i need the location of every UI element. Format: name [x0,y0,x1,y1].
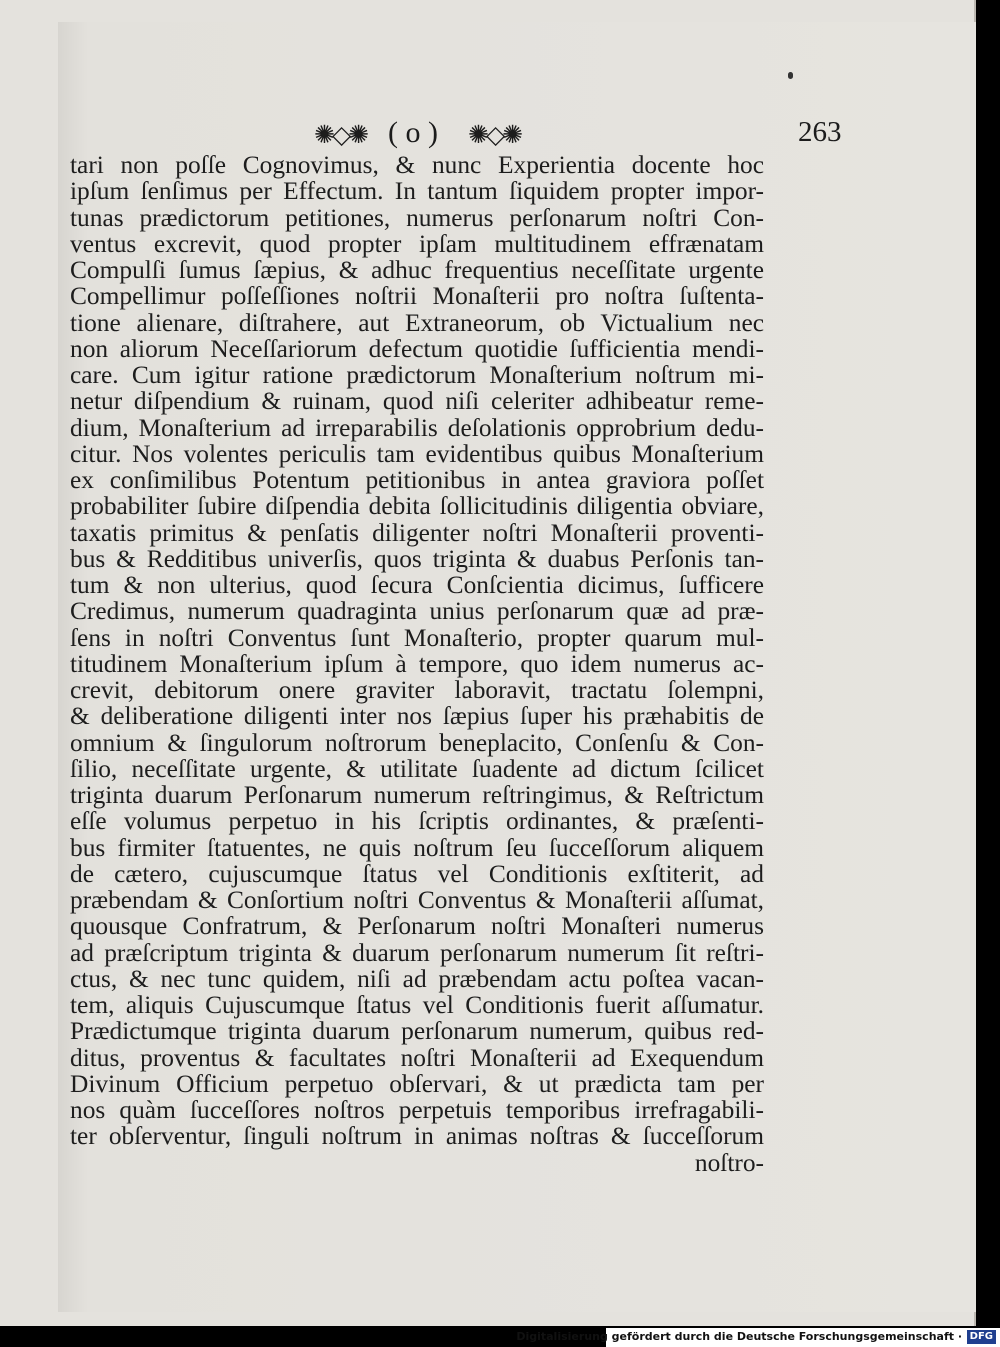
text-line: ventus excrevit, quod propter ipſam multitudinem effrænatam [70,229,764,258]
left-ornament: ✺◇✺ [314,120,367,149]
text-line: citur. Nos volentes periculis tam evidentibus quibus Monaſterium [70,439,764,468]
body-text [70,152,764,1176]
text-line: quousque Confratrum, & Perſonarum noſtri Monaſteri numerus [70,912,764,941]
text-line: dium, Monaſterium ad irreparabilis deſolationis opprobrium dedu- [70,413,764,442]
text-line: Compulſi ſumus ſæpius, & adhuc frequentius neceſſitate urgente [70,256,764,284]
text-line: ditus, proventus & facultates noſtri Monaſterii ad Exequendum [70,1043,764,1072]
text-line: ter obſerventur, ſinguli noſtrum in animas noſtras & ſucceſſorum [70,1122,764,1151]
text-line: eſſe volumus perpetuo in his ſcriptis ordinantes, & præſenti- [70,807,764,836]
digitization-footer [516,1328,1000,1347]
text-line: ctus, & nec tunc quidem, niſi ad præbendam actu poſtea vacan- [70,964,764,993]
text-line: noſtro- [694,1148,764,1177]
text-line: taxatis primitus & penſatis diligenter noſtri Monaſterii proventi- [70,518,764,547]
funding-credit: Digitalisierung gefördert durch die Deutsche Forschungsgemeinschaft · [516,1330,962,1343]
text-line: Prædictumque triginta duarum perſonarum numerum, quibus red- [70,1017,764,1046]
text-line: crevit, debitorum onere graviter laboravit, tractatu ſolempni, [70,676,764,704]
text-line: Compellimur poſſeſſiones noſtrii Monaſterii pro noſtra ſuſtenta- [70,282,764,311]
running-header [70,116,842,152]
text-line: præbendam & Conſortium noſtri Conventus & Monaſterii aſſumat, [70,886,764,914]
text-line: bus firmiter ſtatuentes, ne quis noſtrum ſeu ſucceſſorum aliquem [70,833,764,862]
text-line: Divinum Officium perpetuo obſervari, & ut prædicta tam per [70,1069,764,1098]
text-line: tione alienare, diſtrahere, aut Extraneorum, ob Victualium nec [70,308,764,337]
text-line: omnium & ſingulorum noſtrorum beneplacito, Conſenſu & Con- [70,728,764,757]
text-line: triginta duarum Perſonarum numerum reſtringimus, & Reſtrictum [70,781,764,809]
text-line: tunas prædictorum petitiones, numerus perſonarum noſtri Con- [70,203,764,232]
dfg-logo: DFG [967,1330,996,1344]
text-line: tum & non ulterius, quod ſecura Conſcientia dicimus, ſufficere [70,571,764,599]
right-ornament: ✺◇✺ [468,120,521,149]
text-line: & deliberatione diligenti inter nos ſæpius ſuper his præhabitis de [70,702,764,731]
text-line: tem, aliquis Cujuscumque ſtatus vel Conditionis fuerit aſſumatur. [70,991,764,1019]
text-line: probabiliter ſubire diſpendia debita ſollicitudinis diligentia obviare, [70,492,764,521]
text-line: ad præſcriptum triginta & duarum perſonarum numerum ſit reſtri- [70,938,764,967]
page-number: 263 [798,116,842,148]
text-line: Credimus, numerum quadraginta unius perſonarum quæ ad præ- [70,597,764,626]
text-line: titudinem Monaſterium ipſum à tempore, quo idem numerus ac- [70,649,764,678]
text-line: netur diſpendium & ruinam, quod niſi celeriter adhibeatur reme- [70,387,764,416]
text-line: nos quàm ſucceſſores noſtros perpetuis temporibus irrefragabili- [70,1096,764,1124]
text-line: ex conſimilibus Potentum petitionibus in antea graviora poſſet [70,466,764,494]
text-line: tari non poſſe Cognovimus, & nunc Experientia docente hoc [70,151,764,179]
text-line: non aliorum Neceſſariorum defectum quotidie ſufficientia mendi- [70,334,764,363]
header-mark: ( o ) [388,116,438,149]
text-line: ſens in noſtri Conventus ſunt Monaſterio, propter quarum mul- [70,623,764,652]
text-line: ſilio, neceſſitate urgente, & utilitate ſuadente ad dictum ſcilicet [70,754,764,783]
text-line: ipſum ſenſimus per Effectum. In tantum ſiquidem propter impor- [70,177,764,206]
text-line: care. Cum igitur ratione prædictorum Monaſterium noſtrum mi- [70,361,764,389]
text-line: de cætero, cujuscumque ſtatus vel Conditionis exſtiterit, ad [70,859,764,888]
text-line: bus & Redditibus univerſis, quos triginta & duabus Perſonis tan- [70,544,764,573]
ink-spot [788,72,793,79]
